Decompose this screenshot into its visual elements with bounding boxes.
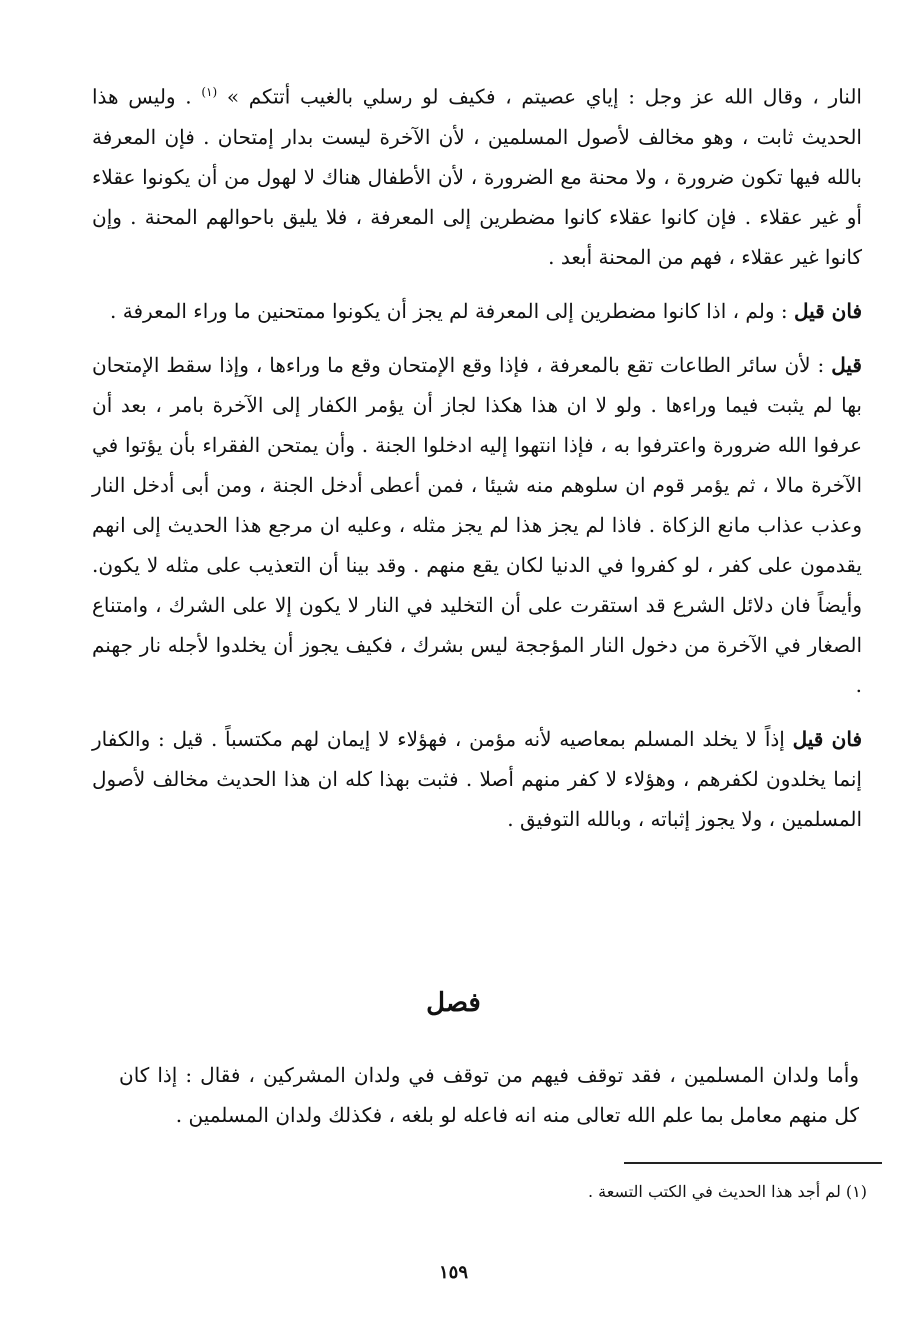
paragraph-4 <box>92 719 862 839</box>
paragraph-1 <box>92 72 862 277</box>
paragraph-4-tail: قيل : والكفار إنما يخلدون لكفرهم ، وهؤلاء لا كفر منهم أصلا . فثبت بهذا كله ان هذا الحديث مخالف لأصول المسلمين ، ولا يجوز إثباته ، وبالله التوفيق . <box>92 726 862 831</box>
main-text <box>92 72 862 839</box>
paragraph-2-text: : ولم ، اذا كانوا مضطرين إلى المعرفة لم يجز أن يكونوا ممتحنين ما وراء المعرفة . <box>110 298 788 323</box>
paragraph-1-tail: . وليس هذا الحديث ثابت ، وهو مخالف لأصول المسلمين ، لأن الآخرة ليست بدار إمتحان . فإن المعرفة بالله فيها تكون ضرورة ، ولا محنة مع الضرورة ، لأن الأطفال هناك لا لهول من أن يكونوا عقلاء أو غير عقلاء . فإن كانوا عقلاء كانوا مضطرين إلى المعرفة ، فلا يليق باحوالهم المحنة . وإن كانوا غير عقلاء ، فهم من المحنة أبعد . <box>92 84 862 269</box>
paragraph-1-text: النار ، وقال الله عز وجل : إياي عصيتم ، فكيف لو رسلي بالغيب أتتكم » <box>226 84 862 109</box>
footnote: (١) لم أجد هذا الحديث في الكتب التسعة . <box>587 1182 867 1201</box>
paragraph-2-lead: فان قيل <box>793 298 862 323</box>
paragraph-3-lead: قيل <box>831 352 862 377</box>
footnote-divider <box>624 1162 882 1164</box>
paragraph-3 <box>92 345 862 705</box>
paragraph-4-text: إذاً لا يخلد المسلم بمعاصيه لأنه مؤمن ، فهؤلاء لا إيمان لهم مكتسباً . <box>210 726 785 751</box>
page-number: ١٥٩ <box>438 1262 468 1283</box>
section-title: فصل <box>426 988 481 1018</box>
paragraph-2 <box>92 291 862 331</box>
paragraph-3-text: : لأن سائر الطاعات تقع بالمعرفة ، فإذا وقع الإمتحان وقع ما وراءها ، وإذا سقط الإمتحان بها لم يثبت فيما وراءها . ولو لا ان هذا هكذا لجاز أن يؤمر الكفار إلى الآخرة بامر ، بعد أن عرفوا الله ضرورة واعترفوا به ، فإذا انتهوا إليه ادخلوا الجنة . وأن يمتحن الفقراء بأن يؤتوا في الآخرة مالا ، ثم يؤمر قوم ان سلوهم منه شيئا ، فمن أعطى أدخل الجنة ، ومن أبى أدخل النار وعذب عذاب مانع الزكاة . فاذا لم يجز هذا لم يجز مثله ، وعليه ان مرجع هذا الحديث إلى انهم يقدمون على كفر ، لو كفروا في الدنيا لكان يقع منهم . وقد بينا أن التعذيب على مثله لا يكون. وأيضاً فان دلائل الشرع قد استقرت على أن التخليد في النار لا يكون إلا على الشرك ، وامتناع الصغار في الآخرة من دخول النار المؤججة ليس بشرك ، فكيف يجوز أن يخلدوا لأجله نار جهنم . <box>92 352 862 697</box>
footnote-reference: (١) <box>201 85 218 99</box>
paragraph-4-lead: فان قيل <box>792 726 863 751</box>
closing-paragraph: وأما ولدان المسلمين ، فقد توقف فيهم من توقف في ولدان المشركين ، فقال : إذا كان كل منهم معامل بما علم الله تعالى منه انه فاعله لو بلغه ، فكذلك ولدان المسلمين . <box>119 1063 859 1127</box>
